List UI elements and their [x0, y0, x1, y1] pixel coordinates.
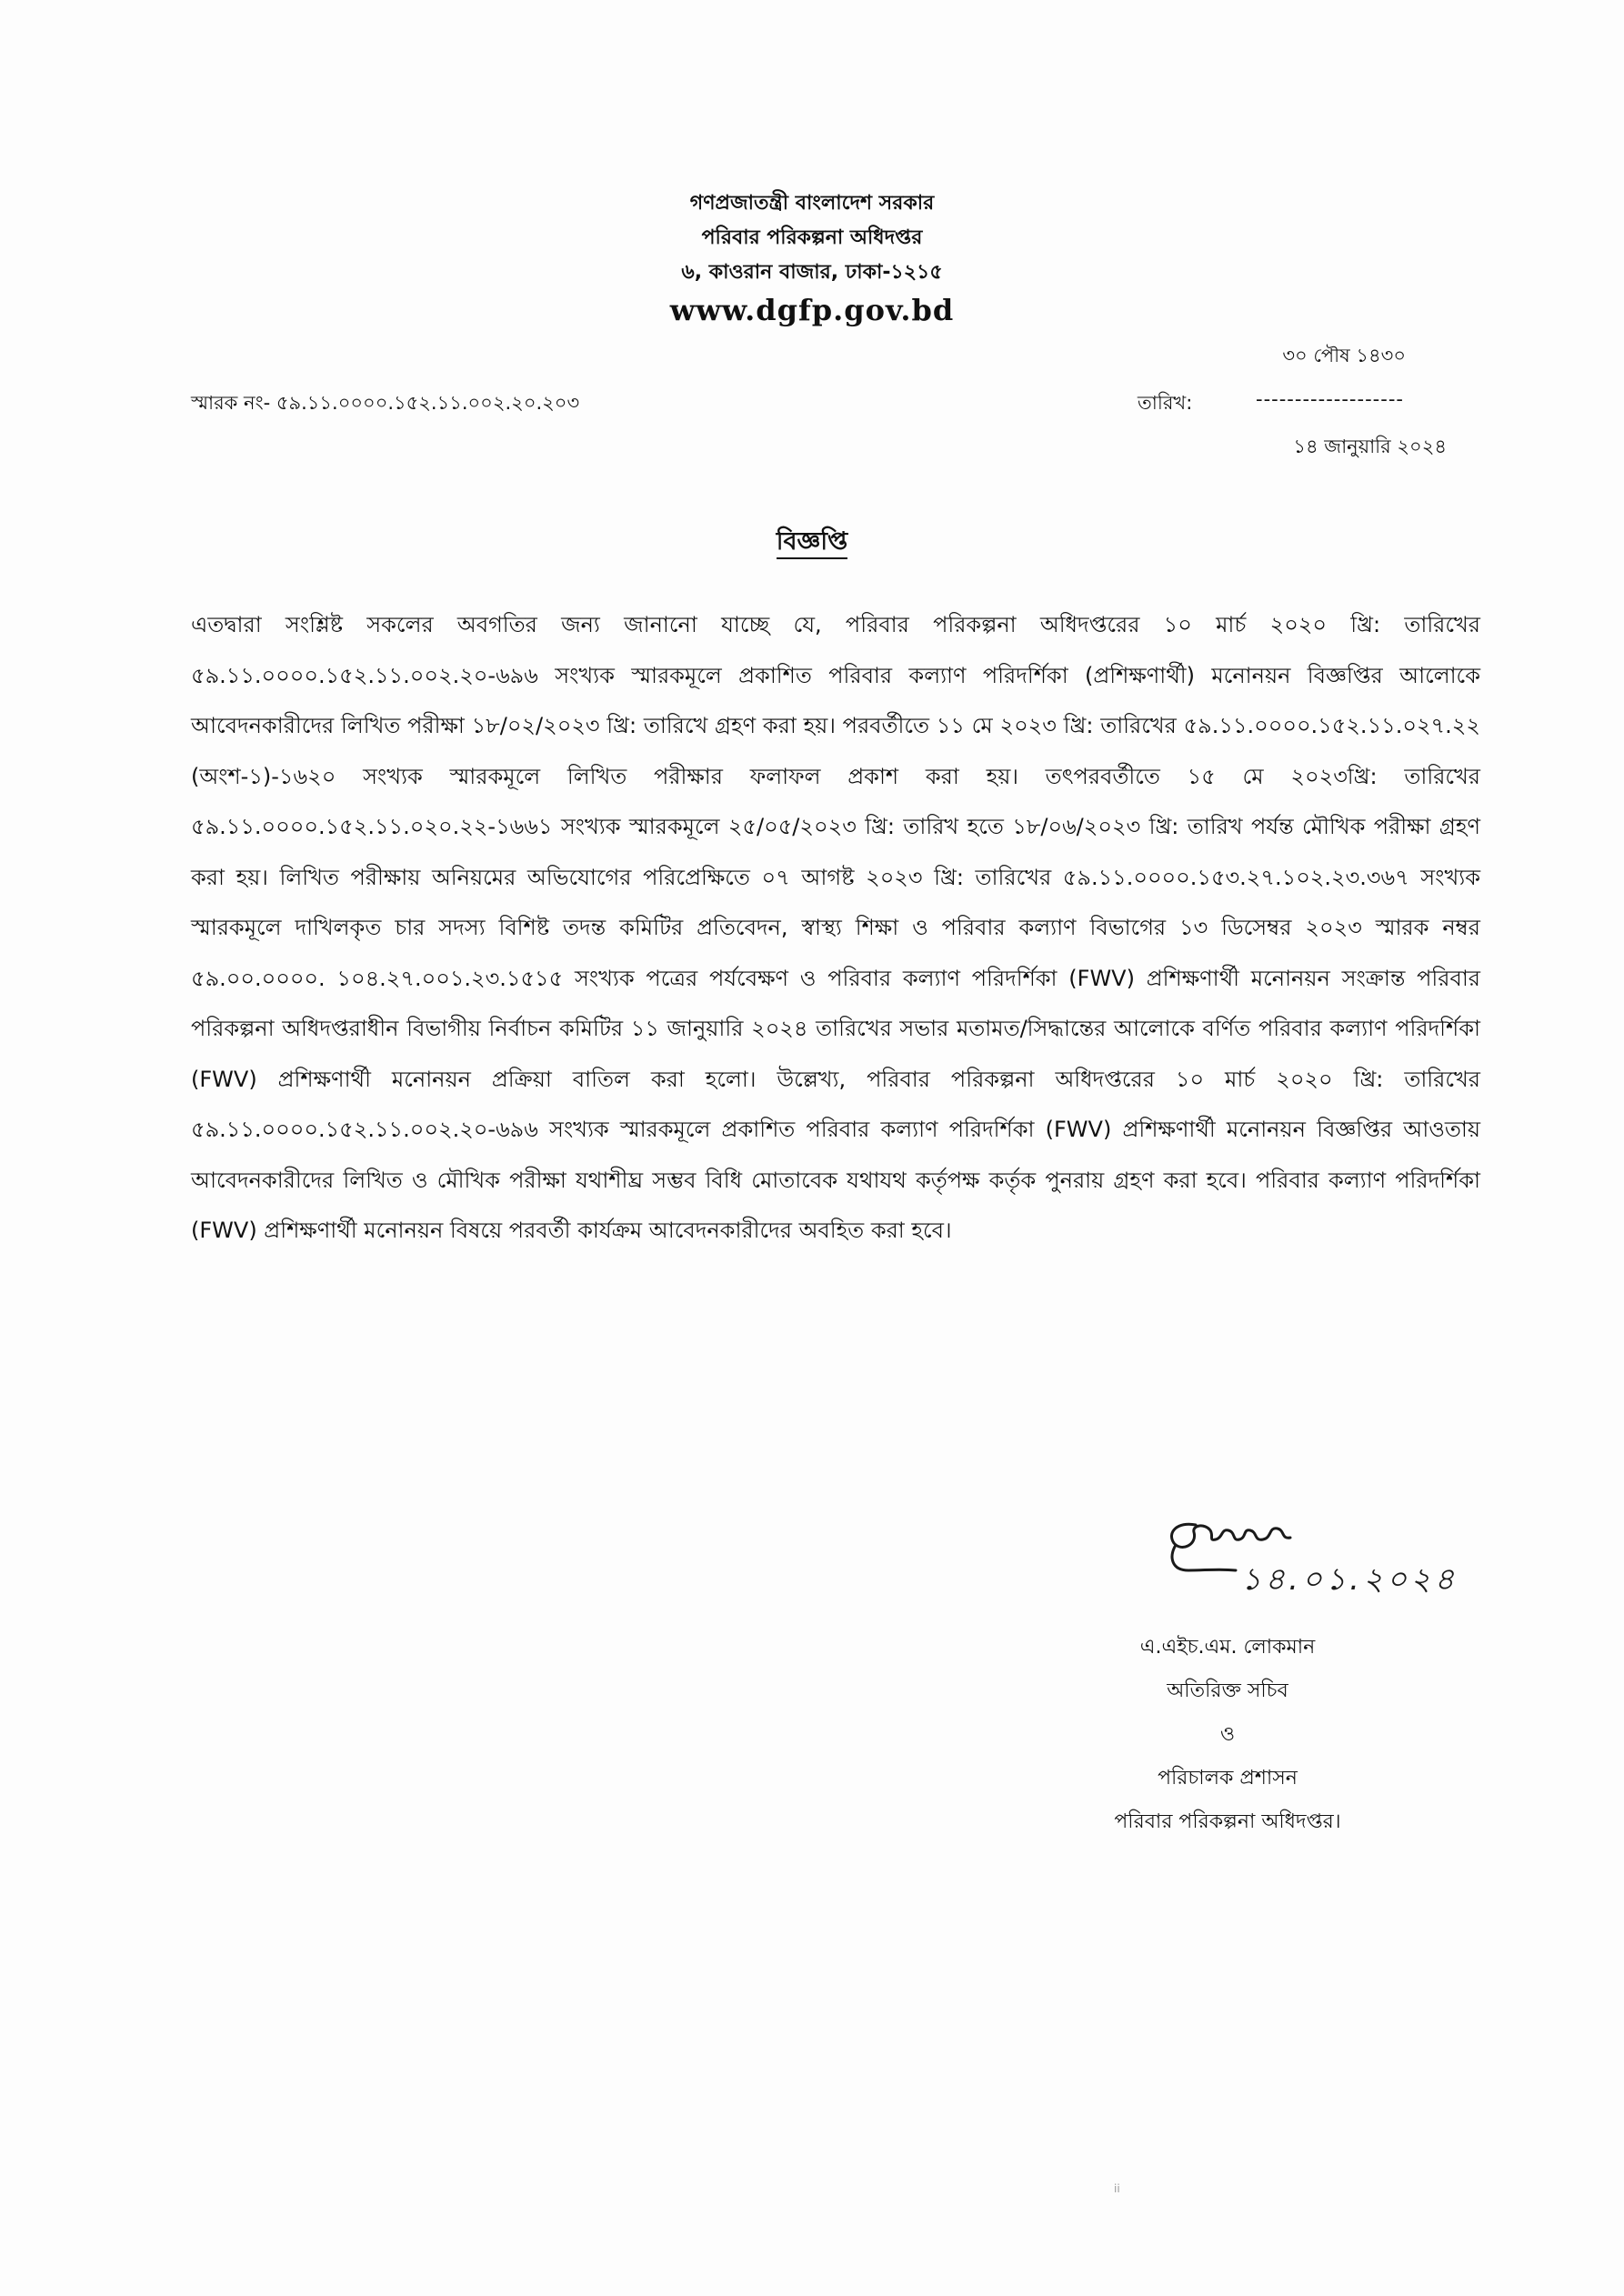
notice-title-text: বিজ্ঞপ্তি [777, 527, 848, 559]
signatory-office: পরিবার পরিকল্পনা অধিদপ্তর। [1114, 1810, 1341, 1833]
gregorian-date: ১৪ জানুয়ারি ২০২৪ [1293, 436, 1447, 457]
date-label: তারিখ: [1138, 392, 1193, 414]
notice-body: এতদ্বারা সংশ্লিষ্ট সকলের অবগতির জন্য জানানো যাচ্ছে যে, পরিবার পরিকল্পনা অধিদপ্তরের ১০ মার্চ ২০২০ খ্রি: তারিখের ৫৯.১১.০০০০.১৫২.১১.০০২.২০-৬৯৬ সংখ্যক স্মারকমূলে প্রকাশিত পরিবার কল্যাণ পরিদর্শিকা (প্রশিক্ষণার্থী) মনোনয়ন বিজ্ঞপ্তির আলোকে আবেদনকারীদের লিখিত পরীক্ষা ১৮/০২/২০২৩ খ্রি: তারিখে গ্রহণ করা হয়। পরবর্তীতে ১১ মে ২০২৩ খ্রি: তারিখের ৫৯.১১.০০০০.১৫২.১১.০২৭.২২ (অংশ-১)-১৬২০ সংখ্যক স্মারকমূলে লিখিত পরীক্ষার ফলাফল প্রকাশ করা হয়। তৎপরবর্তীতে ১৫ মে ২০২৩খ্রি: তারিখের ৫৯.১১.০০০০.১৫২.১১.০২০.২২-১৬৬১ সংখ্যক স্মারকমূলে ২৫/০৫/২০২৩ খ্রি: তারিখ হতে ১৮/০৬/২০২৩ খ্রি: তারিখ পর্যন্ত মৌখিক পরীক্ষা গ্রহণ করা হয়। লিখিত পরীক্ষায় অনিয়মের অভিযোগের পরিপ্রেক্ষিতে ০৭ আগষ্ট ২০২৩ খ্রি: তারিখের ৫৯.১১.০০০০.১৫৩.২৭.১০২.২৩.৩৬৭ সংখ্যক স্মারকমূলে দাখিলকৃত চার সদস্য বিশিষ্ট তদন্ত কমিটির প্রতিবেদন, স্বাস্থ্য শিক্ষা ও পরিবার কল্যাণ বিভাগের ১৩ ডিসেম্বর ২০২৩ স্মারক নম্বর ৫৯.০০.০০০০. ১০৪.২৭.০০১.২৩.১৫১৫ সংখ্যক পত্রের পর্যবেক্ষণ ও পরিবার কল্যাণ পরিদর্শিকা (FWV) প্রশিক্ষণার্থী মনোনয়ন সংক্রান্ত পরিবার পরিকল্পনা অধিদপ্তরাধীন বিভাগীয় নির্বাচন কমিটির ১১ জানুয়ারি ২০২৪ তারিখের সভার মতামত/সিদ্ধান্তের আলোকে বর্ণিত পরিবার কল্যাণ পরিদর্শিকা (FWV) প্রশিক্ষণার্থী মনোনয়ন প্রক্রিয়া বাতিল করা হলো। উল্লেখ্য, পরিবার পরিকল্পনা অধিদপ্তরের ১০ মার্চ ২০২০ খ্রি: তারিখের ৫৯.১১.০০০০.১৫২.১১.০০২.২০-৬৯৬ সংখ্যক স্মারকমূলে প্রকাশিত পরিবার কল্যাণ পরিদর্শিকা (FWV) প্রশিক্ষণার্থী মনোনয়ন বিজ্ঞপ্তির আওতায় আবেদনকারীদের লিখিত ও মৌখিক পরীক্ষা যথাশীঘ্র সম্ভব বিধি মোতাবেক যথাযথ কর্তৃপক্ষ কর্তৃক পুনরায় গ্রহণ করা হবে। পরিবার কল্যাণ পরিদর্শিকা (FWV) প্রশিক্ষণার্থী মনোনয়ন বিষয়ে পরবর্তী কার্যক্রম আবেদনকারীদের অবহিত করা হবে। [191, 612, 1480, 1243]
bengali-date: ৩০ পৌষ ১৪৩০ [1282, 345, 1406, 366]
signature-date: ১৪.০১.২০২৪ [1241, 1561, 1459, 1598]
website-link[interactable]: www.dgfp.gov.bd [669, 293, 955, 327]
letterhead [0, 186, 1624, 330]
handwritten-signature [1141, 1505, 1505, 1614]
signatory-conjunction: ও [1219, 1723, 1236, 1746]
government-name: গণপ্রজাতন্ত্রী বাংলাদেশ সরকার [689, 192, 935, 215]
department-name: পরিবার পরিকল্পনা অধিদপ্তর [701, 226, 923, 249]
office-address: ৬, কাওরান বাজার, ঢাকা-১২১৫ [681, 261, 943, 284]
signatory-designation: অতিরিক্ত সচিব [1167, 1679, 1288, 1702]
memo-number: স্মারক নং- ৫৯.১১.০০০০.১৫২.১১.০০২.২০.২০৩ [191, 392, 580, 414]
signatory-block [1055, 1626, 1400, 1844]
page-mark: ii [1114, 2182, 1120, 2195]
signatory-role: পরিচালক প্রশাসন [1158, 1767, 1298, 1790]
date-divider: ------------------- [1256, 388, 1404, 410]
notice-title [0, 523, 1624, 564]
signatory-name: এ.এইচ.এম. লোকমান [1139, 1636, 1316, 1659]
